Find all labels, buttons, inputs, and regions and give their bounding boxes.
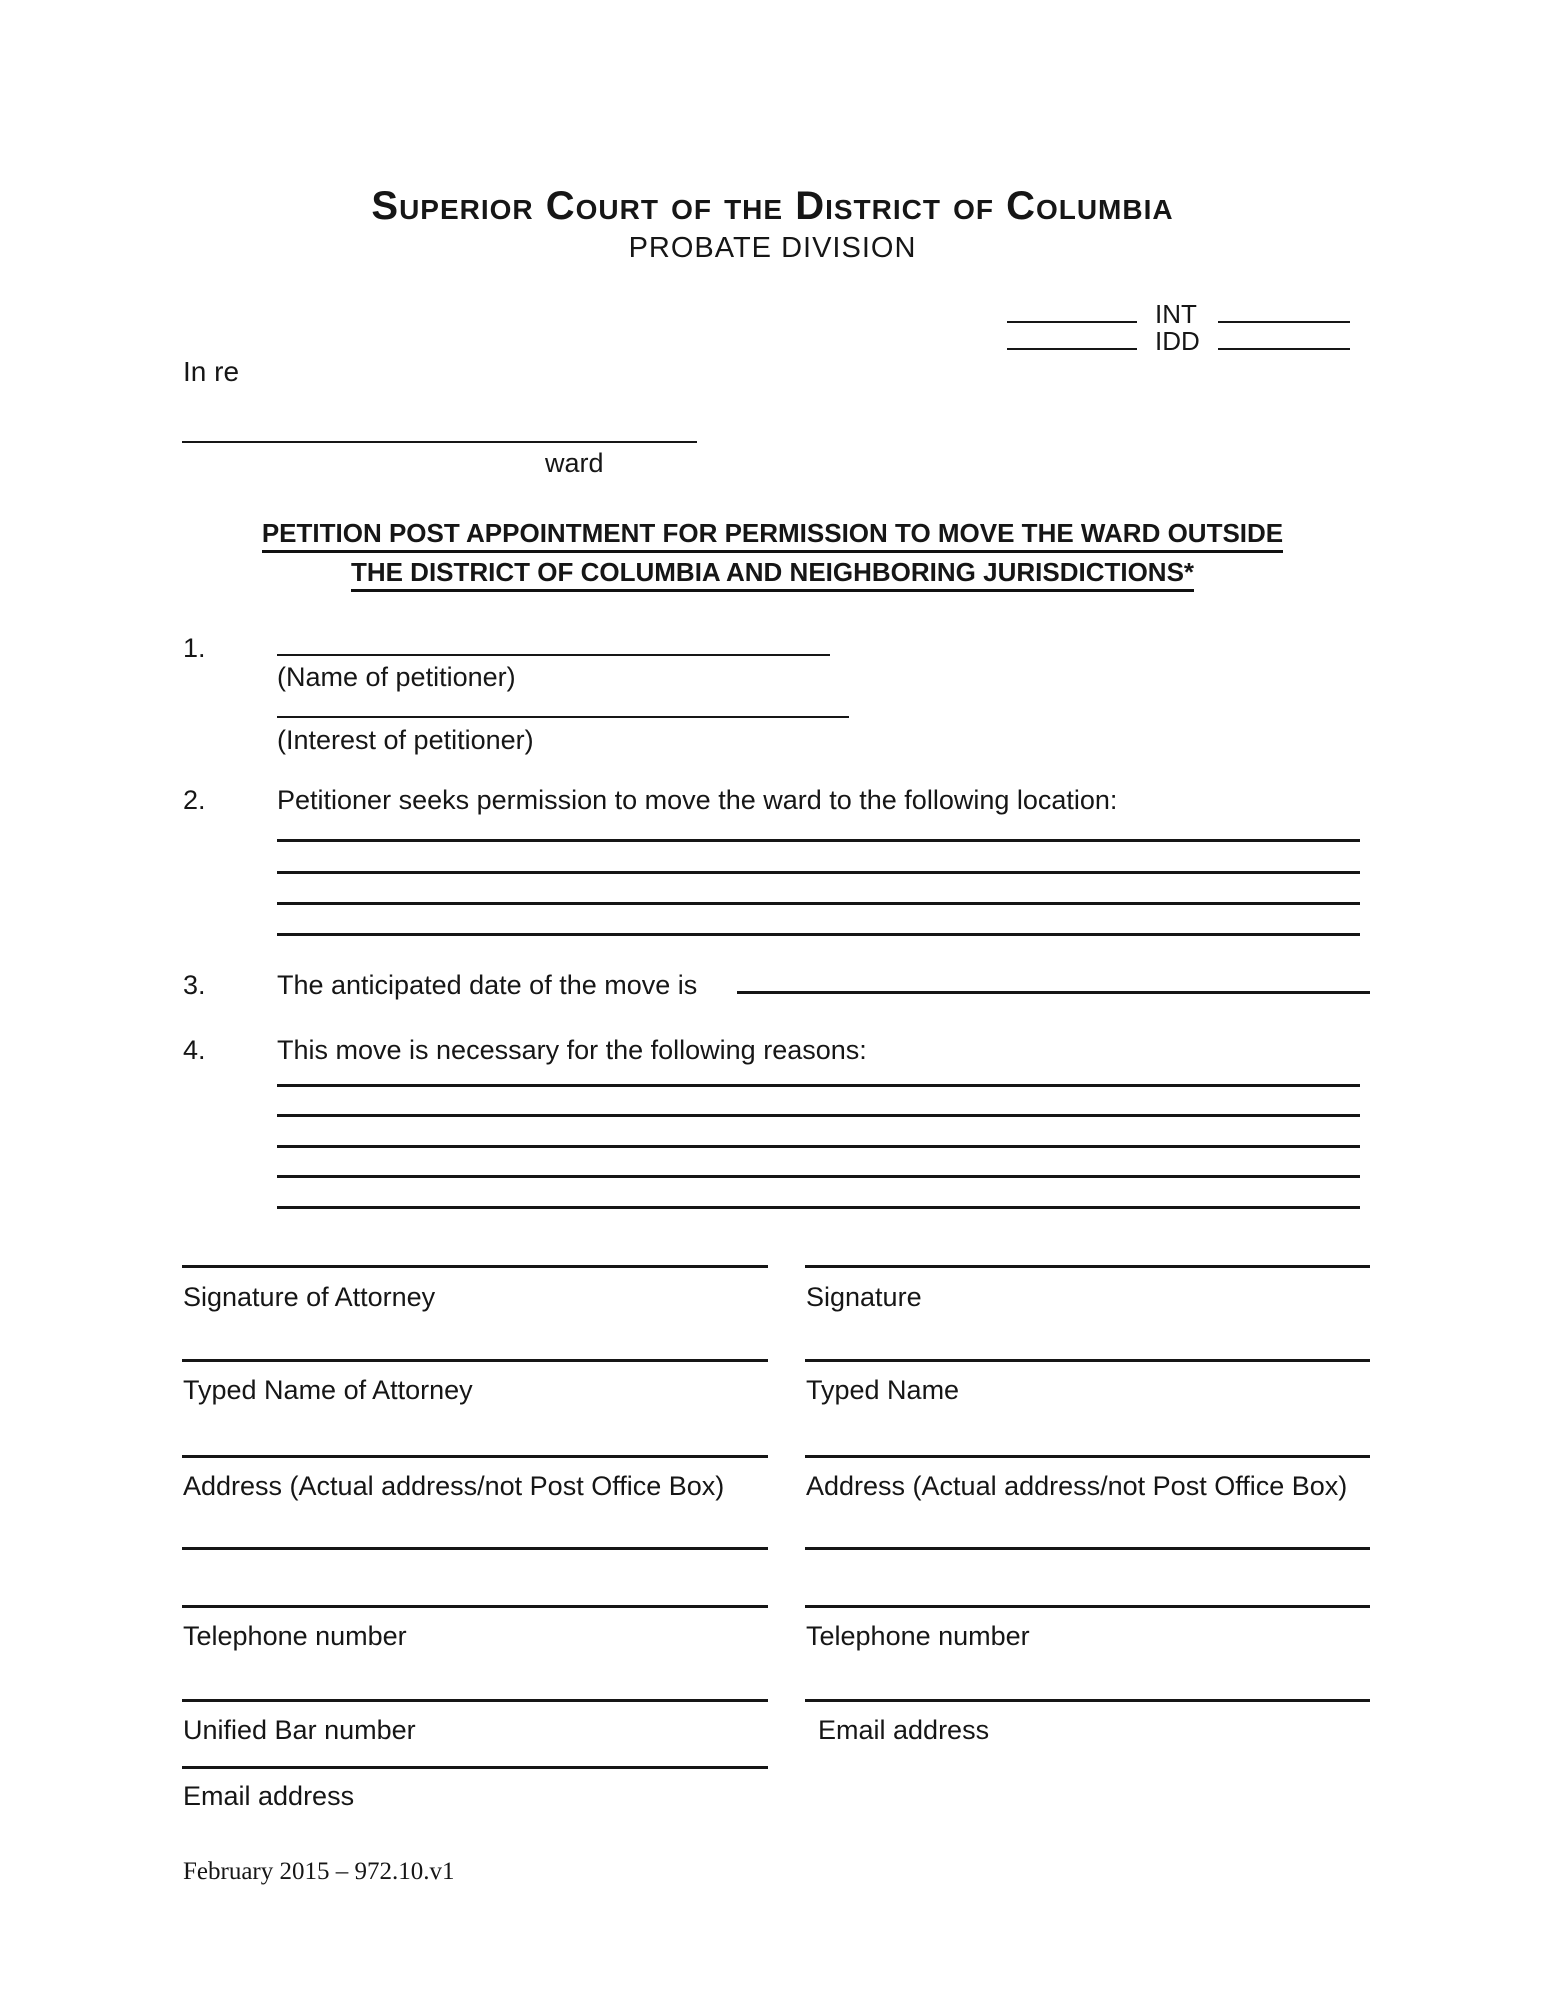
form-revision-footer: February 2015 – 972.10.v1 <box>183 1858 455 1885</box>
petitioner-typed-name-caption: Typed Name <box>806 1375 960 1405</box>
attorney-email-field-line[interactable] <box>182 1766 768 1769</box>
location-field-line-1[interactable] <box>277 839 1360 842</box>
item-1-number: 1. <box>183 633 206 663</box>
petitioner-email-caption: Email address <box>818 1715 990 1745</box>
int-case-number-line-right[interactable] <box>1218 321 1350 323</box>
attorney-signature-field-line[interactable] <box>182 1265 768 1268</box>
attorney-email-caption: Email address <box>183 1781 355 1811</box>
petitioner-address-field-line[interactable] <box>805 1455 1370 1458</box>
reasons-field-line-5[interactable] <box>277 1206 1360 1209</box>
petitioner-interest-caption: (Interest of petitioner) <box>277 725 534 755</box>
attorney-telephone-caption: Telephone number <box>183 1621 407 1651</box>
attorney-typed-name-field-line[interactable] <box>182 1359 768 1362</box>
ward-name-field-line[interactable] <box>182 441 697 443</box>
item-2-text: Petitioner seeks permission to move the ward to the following location: <box>277 785 1118 815</box>
idd-case-number-line-right[interactable] <box>1218 348 1350 350</box>
petition-heading-line2: THE DISTRICT OF COLUMBIA AND NEIGHBORING JURISDICTIONS* <box>351 557 1194 592</box>
location-field-line-3[interactable] <box>277 902 1360 905</box>
item-3-text: The anticipated date of the move is <box>277 970 698 1000</box>
reasons-field-line-4[interactable] <box>277 1175 1360 1178</box>
petitioner-telephone-caption: Telephone number <box>806 1621 1030 1651</box>
location-field-line-2[interactable] <box>277 871 1360 874</box>
petitioner-interest-field-line[interactable] <box>277 716 849 718</box>
petitioner-email-field-line[interactable] <box>805 1699 1370 1702</box>
item-4-text: This move is necessary for the following reasons: <box>277 1035 867 1065</box>
petitioner-address-caption: Address (Actual address/not Post Office Box) <box>806 1471 1348 1501</box>
petitioner-name-field-line[interactable] <box>277 654 830 656</box>
int-label: INT <box>1155 299 1197 329</box>
reasons-field-line-1[interactable] <box>277 1084 1360 1087</box>
ward-caption: ward <box>545 448 604 478</box>
attorney-address-field-line[interactable] <box>182 1455 768 1458</box>
petitioner-telephone-field-line[interactable] <box>805 1605 1370 1608</box>
reasons-field-line-3[interactable] <box>277 1145 1360 1148</box>
reasons-field-line-2[interactable] <box>277 1114 1360 1117</box>
item-4-number: 4. <box>183 1035 206 1065</box>
petitioner-signature-field-line[interactable] <box>805 1265 1370 1268</box>
attorney-bar-number-field-line[interactable] <box>182 1699 768 1702</box>
court-title: Superior Court of the District of Columbia <box>371 184 1174 228</box>
item-2-number: 2. <box>183 785 206 815</box>
attorney-address2-field-line[interactable] <box>182 1547 768 1550</box>
location-field-line-4[interactable] <box>277 933 1360 936</box>
move-date-field-line[interactable] <box>737 991 1370 994</box>
petitioner-name-caption: (Name of petitioner) <box>277 662 516 692</box>
petitioner-signature-caption: Signature <box>806 1282 922 1312</box>
attorney-telephone-field-line[interactable] <box>182 1605 768 1608</box>
in-re-label: In re <box>183 356 240 387</box>
petitioner-address2-field-line[interactable] <box>805 1547 1370 1550</box>
idd-label: IDD <box>1155 326 1200 356</box>
attorney-signature-caption: Signature of Attorney <box>183 1282 436 1312</box>
attorney-typed-name-caption: Typed Name of Attorney <box>183 1375 473 1405</box>
idd-case-number-line-left[interactable] <box>1007 348 1137 350</box>
division-subtitle: PROBATE DIVISION <box>628 232 917 264</box>
attorney-bar-number-caption: Unified Bar number <box>183 1715 416 1745</box>
petition-heading-line1: PETITION POST APPOINTMENT FOR PERMISSION TO MOVE THE WARD OUTSIDE <box>262 518 1283 553</box>
petition-heading <box>0 518 1545 596</box>
item-3-number: 3. <box>183 970 206 1000</box>
int-case-number-line-left[interactable] <box>1007 321 1137 323</box>
petitioner-typed-name-field-line[interactable] <box>805 1359 1370 1362</box>
attorney-address-caption: Address (Actual address/not Post Office Box) <box>183 1471 725 1501</box>
